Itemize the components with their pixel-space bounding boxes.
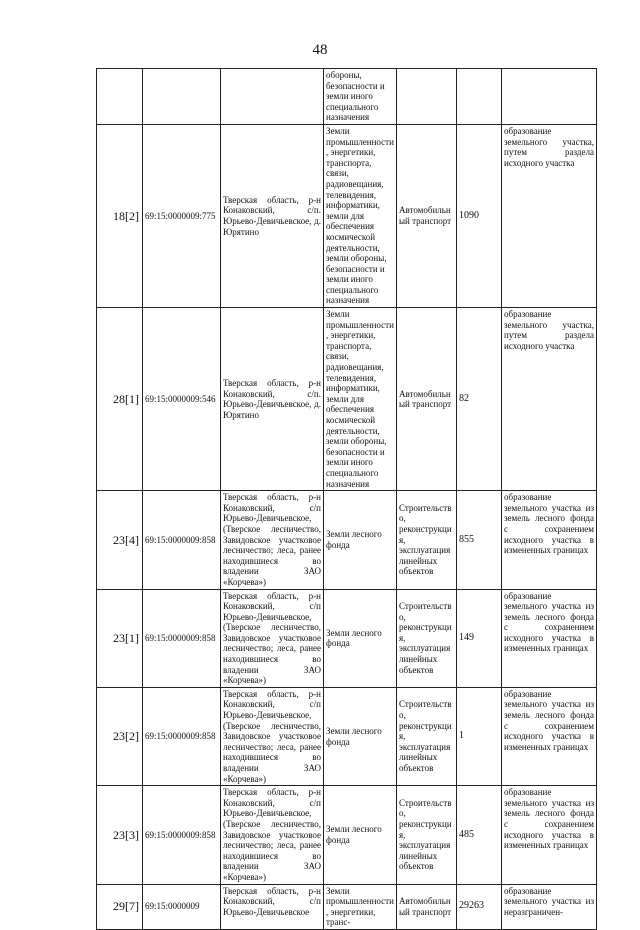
- formation-method: образование земельного участка из неразграничен-: [502, 884, 597, 929]
- land-category: Земли промышленности, энергетики, транспорта, связи, радиовещания, телевидения, информатики, земли для обеспечения космической деятельности, земли обороны, безопасности и земли иного специального назначения: [324, 308, 397, 491]
- row-number: 23[2]: [97, 687, 143, 785]
- cadastral-number: 69:15:0000009:546: [143, 308, 221, 491]
- table-row: [97, 69, 597, 125]
- cadastral-number: 69:15:0000009:775: [143, 124, 221, 307]
- table-row: [97, 124, 597, 307]
- permitted-use: Строительство, реконструкция, эксплуатация линейных объектов: [397, 786, 457, 884]
- address: Тверская область, р-н Конаковский, с/п Юрьево-Девичьевское, (Тверское лесничество, Завидовское участковое лесничество; леса, ранее находившиеся во владении ЗАО «Корчева»): [221, 786, 324, 884]
- area: 1090: [457, 124, 502, 307]
- land-plots-table: [96, 68, 597, 930]
- land-category: Земли лесного фонда: [324, 687, 397, 785]
- row-number: 18[2]: [97, 124, 143, 307]
- formation-method: образование земельного участка из земель лесного фонда с сохранением исходного участка в измененных границах: [502, 687, 597, 785]
- address: Тверская область, р-н Конаковский, с/п Юрьево-Девичьевское, (Тверское лесничество, Завидовское участковое лесничество; леса, ранее находившиеся во владении ЗАО «Корчева»): [221, 491, 324, 589]
- address: [221, 69, 324, 125]
- area: 29263: [457, 884, 502, 929]
- area: 1: [457, 687, 502, 785]
- permitted-use: Строительство, реконструкция, эксплуатация линейных объектов: [397, 589, 457, 687]
- row-number: 28[1]: [97, 308, 143, 491]
- formation-method: образование земельного участка из земель лесного фонда с сохранением исходного участка в измененных границах: [502, 491, 597, 589]
- land-category: обороны, безопасности и земли иного специального назначения: [324, 69, 397, 125]
- area: [457, 69, 502, 125]
- land-category: Земли лесного фонда: [324, 589, 397, 687]
- cadastral-number: 69:15:0000009:858: [143, 491, 221, 589]
- land-category: Земли лесного фонда: [324, 786, 397, 884]
- table-row: [97, 786, 597, 884]
- land-category: Земли промышленности, энергетики, транспорта, связи, радиовещания, телевидения, информатики, земли для обеспечения космической деятельности, земли обороны, безопасности и земли иного специального назначения: [324, 124, 397, 307]
- area: 855: [457, 491, 502, 589]
- address: Тверская область, р-н Конаковский, с/п Юрьево-Девичьевское, (Тверское лесничество, Завидовское участковое лесничество; леса, ранее находившиеся во владении ЗАО «Корчева»): [221, 589, 324, 687]
- permitted-use: Автомобильный транспорт: [397, 124, 457, 307]
- permitted-use: Строительство, реконструкция, эксплуатация линейных объектов: [397, 687, 457, 785]
- row-number: 29[7]: [97, 884, 143, 929]
- land-category: Земли промышленности, энергетики, транс-: [324, 884, 397, 929]
- permitted-use: Автомобильный транспорт: [397, 308, 457, 491]
- table-row: [97, 308, 597, 491]
- row-number: 23[4]: [97, 491, 143, 589]
- address: Тверская область, р-н Конаковский, с/п. Юрьево-Девичьевское, д. Юрятино: [221, 308, 324, 491]
- table-row: [97, 491, 597, 589]
- area: 82: [457, 308, 502, 491]
- area: 149: [457, 589, 502, 687]
- address: Тверская область, р-н Конаковский, с/п Юрьево-Девичьевское, (Тверское лесничество, Завидовское участковое лесничество; леса, ранее находившиеся во владении ЗАО «Корчева»): [221, 687, 324, 785]
- page-number: 48: [312, 42, 328, 58]
- address: Тверская область, р-н Конаковский, с/п Юрьево-Девичьевское: [221, 884, 324, 929]
- formation-method: [502, 69, 597, 125]
- permitted-use: [397, 69, 457, 125]
- formation-method: образование земельного участка из земель лесного фонда с сохранением исходного участка в измененных границах: [502, 786, 597, 884]
- table-row: [97, 687, 597, 785]
- cadastral-number: 69:15:0000009:858: [143, 786, 221, 884]
- area: 485: [457, 786, 502, 884]
- cadastral-number: 69:15:0000009:858: [143, 589, 221, 687]
- row-number: [97, 69, 143, 125]
- cadastral-number: 69:15:0000009:858: [143, 687, 221, 785]
- land-category: Земли лесного фонда: [324, 491, 397, 589]
- formation-method: образование земельного участка из земель лесного фонда с сохранением исходного участка в измененных границах: [502, 589, 597, 687]
- cadastral-number: 69:15:0000009: [143, 884, 221, 929]
- address: Тверская область, р-н Конаковский, с/п. Юрьево-Девичьевское, д. Юрятино: [221, 124, 324, 307]
- table-row: [97, 884, 597, 929]
- cadastral-number: [143, 69, 221, 125]
- formation-method: образование земельного участка, путем раздела исходного участка: [502, 308, 597, 491]
- permitted-use: Автомобильный транспорт: [397, 884, 457, 929]
- row-number: 23[1]: [97, 589, 143, 687]
- permitted-use: Строительство, реконструкция, эксплуатация линейных объектов: [397, 491, 457, 589]
- table-row: [97, 589, 597, 687]
- row-number: 23[3]: [97, 786, 143, 884]
- formation-method: образование земельного участка, путем раздела исходного участка: [502, 124, 597, 307]
